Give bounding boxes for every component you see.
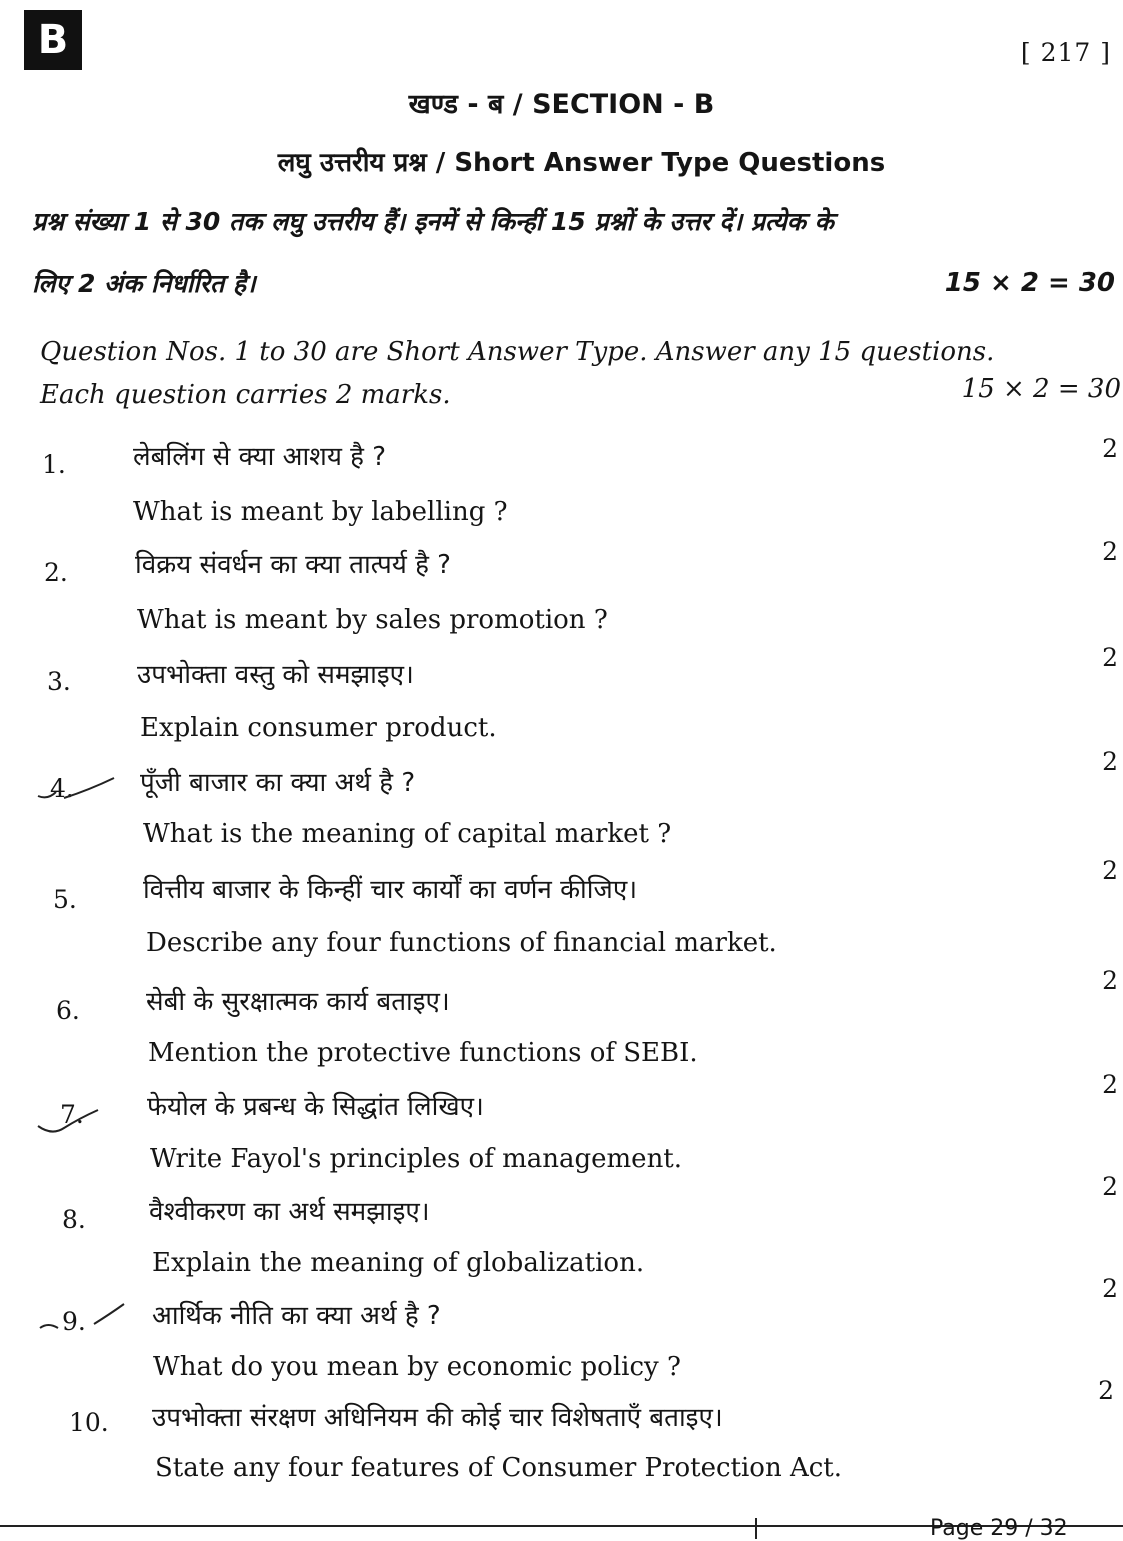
section-subtitle: लघु उत्तरीय प्रश्न / Short Answer Type Questions [277,148,886,178]
question-marks: 2 [1102,643,1118,672]
handwritten-tick-mark [34,772,118,806]
question-hindi: उपभोक्ता वस्तु को समझाइए। [137,660,414,690]
question-english: What is the meaning of capital market ? [143,819,672,849]
section-title: खण्ड - ब / SECTION - B [408,89,715,120]
question-hindi: विक्रय संवर्धन का क्या तात्पर्य है ? [135,550,451,580]
question-hindi: लेबलिंग से क्या आशय है ? [133,442,387,472]
series-label: B [24,10,82,70]
handwritten-tick-mark [36,1298,128,1338]
question-number: 3. [47,667,71,696]
instruction-english-line1: Question Nos. 1 to 30 are Short Answer Type. Answer any 15 questions. [40,337,995,367]
question-number: 2. [44,558,68,587]
question-english: Explain the meaning of globalization. [152,1248,645,1278]
question-number: 9. [62,1307,86,1336]
page-number: Page 29 / 32 [930,1516,1068,1541]
instruction-hindi-marks: 15 × 2 = 30 [944,268,1115,298]
question-marks: 2 [1102,434,1118,463]
question-english: Describe any four functions of financial market. [146,928,777,958]
question-hindi: सेबी के सुरक्षात्मक कार्य बताइए। [146,987,450,1017]
footer-divider [755,1518,757,1539]
question-hindi: पूँजी बाजार का क्या अर्थ है ? [140,768,416,798]
question-marks: 2 [1102,856,1118,885]
question-marks: 2 [1102,537,1118,566]
handwritten-tick-mark [34,1098,104,1146]
question-hindi: आर्थिक नीति का क्या अर्थ है ? [152,1301,441,1331]
question-english: What do you mean by economic policy ? [153,1352,681,1382]
instruction-english-marks: 15 × 2 = 30 [961,374,1121,404]
instruction-hindi-line1: प्रश्न संख्या 1 से 30 तक लघु उत्तरीय हैं। इनमें से किन्हीं 15 प्रश्नों के उत्तर दें। प्रत्येक के [32,207,834,236]
paper-code: [ 217 ] [1020,38,1111,67]
question-english: Mention the protective functions of SEBI. [148,1038,698,1068]
question-english: Write Fayol's principles of management. [150,1144,683,1174]
question-hindi: वित्तीय बाजार के किन्हीं चार कार्यों का वर्णन कीजिए। [143,875,638,905]
question-number: 1. [42,450,66,479]
question-english: State any four features of Consumer Protection Act. [155,1453,843,1483]
question-hindi: उपभोक्ता संरक्षण अधिनियम की कोई चार विशेषताएँ बताइए। [152,1403,723,1433]
question-number: 8. [62,1205,86,1234]
question-number: 6. [56,996,80,1025]
question-marks: 2 [1102,747,1118,776]
question-marks: 2 [1102,1274,1118,1303]
question-hindi: फेयोल के प्रबन्ध के सिद्धांत लिखिए। [147,1092,484,1122]
question-marks: 2 [1102,966,1118,995]
question-english: What is meant by labelling ? [133,497,508,527]
instruction-english-line2: Each question carries 2 marks. [40,380,451,410]
question-marks: 2 [1102,1070,1118,1099]
question-number: 5. [53,885,77,914]
question-english: What is meant by sales promotion ? [137,605,608,635]
question-marks: 2 [1098,1376,1114,1405]
question-number: 4. [50,774,74,803]
instruction-hindi-line2: लिए 2 अंक निर्धारित है। [32,269,256,298]
question-number: 7. [60,1100,84,1129]
question-english: Explain consumer product. [140,713,497,743]
question-number: 10. [69,1408,109,1437]
question-hindi: वैश्वीकरण का अर्थ समझाइए। [149,1197,430,1227]
question-marks: 2 [1102,1172,1118,1201]
